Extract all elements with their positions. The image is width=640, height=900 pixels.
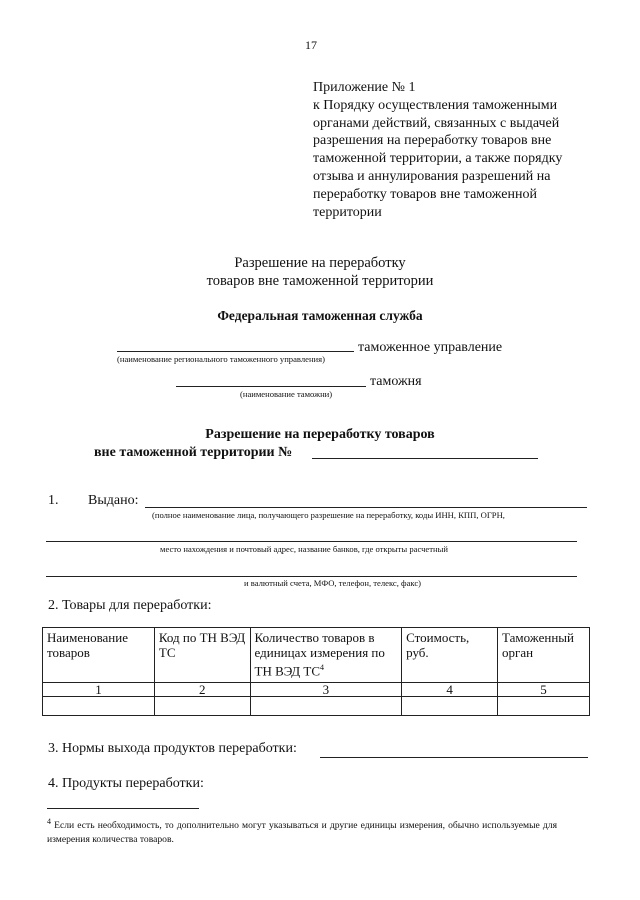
column-header-text: Таможенный орган [502, 630, 574, 660]
table-cell[interactable] [402, 697, 498, 716]
table-cell[interactable] [498, 697, 590, 716]
column-header-text: Наименование товаров [47, 630, 128, 660]
appendix-line: таможенной территории, а также порядку [313, 151, 563, 167]
regional-caption: (наименование регионального таможенного управления) [117, 354, 325, 364]
column-number: 3 [250, 683, 402, 697]
section1-label: Выдано: [88, 493, 139, 508]
table-header-row [43, 628, 590, 683]
appendix-block [313, 79, 613, 221]
issued-to-line[interactable] [46, 576, 577, 577]
document-title [0, 254, 640, 290]
appendix-heading: Приложение № 1 [313, 80, 416, 95]
footnote-text: Если есть необходимость, то дополнительно могут указываться и другие единицы измерения, обычно используемые для измерения количества товаров. [47, 820, 557, 846]
permit-number-line[interactable] [312, 458, 538, 459]
permit-title-line: вне таможенной территории № [94, 445, 293, 460]
column-header [43, 628, 155, 683]
section3-label: 3. Нормы выхода продуктов переработки: [48, 741, 297, 756]
issued-to-line[interactable] [46, 541, 577, 542]
section1-caption: место нахождения и почтовый адрес, название банков, где открыты расчетный [160, 544, 448, 554]
customs-label: таможня [370, 374, 422, 389]
permit-title-line: Разрешение на переработку товаров [205, 427, 435, 442]
column-header [154, 628, 250, 683]
table-cell[interactable] [250, 697, 402, 716]
appendix-line: переработку товаров вне таможенной [313, 186, 537, 202]
permit-title [0, 427, 640, 443]
column-header-text: Количество товаров в единицах измерения по ТН ВЭД ТС [254, 630, 385, 679]
footnote-ref: 4 [320, 663, 325, 672]
customs-field-line[interactable] [176, 386, 366, 387]
page-number: 17 [305, 38, 317, 52]
column-header-text: Код по ТН ВЭД ТС [158, 630, 246, 660]
goods-table [42, 627, 590, 716]
footnote [47, 815, 557, 847]
regional-field-line[interactable] [117, 351, 354, 352]
section2-label: 2. Товары для переработки: [48, 598, 212, 613]
section4-label: 4. Продукты переработки: [48, 776, 204, 791]
agency-name: Федеральная таможенная служба [217, 308, 423, 323]
footnote-mark: 4 [47, 817, 51, 826]
customs-caption: (наименование таможни) [240, 389, 333, 399]
section1-number: 1. [48, 493, 59, 508]
table-cell[interactable] [43, 697, 155, 716]
output-norms-line[interactable] [320, 757, 588, 758]
section1-caption: (полное наименование лица, получающего разрешение на переработку, коды ИНН, КПП, ОГРН, [152, 510, 505, 520]
table-row [43, 697, 590, 716]
section1-caption: и валютный счета, МФО, телефон, телекс, факс) [244, 578, 422, 588]
column-number: 1 [43, 683, 155, 697]
regional-label: таможенное управление [358, 340, 503, 355]
appendix-line: органами действий, связанных с выдачей [313, 115, 560, 131]
issued-to-line[interactable] [145, 507, 587, 508]
appendix-line: отзыва и аннулирования разрешений на [313, 168, 551, 184]
column-header [498, 628, 590, 683]
table-cell[interactable] [154, 697, 250, 716]
column-header-text: Стоимость, руб. [406, 630, 470, 660]
table-number-row [43, 683, 590, 697]
column-number: 4 [402, 683, 498, 697]
appendix-line: к Порядку осуществления таможенными [313, 97, 558, 113]
document-title-line: Разрешение на переработку [234, 255, 406, 271]
footnote-separator [47, 808, 199, 809]
appendix-line: территории [313, 204, 382, 220]
column-number: 5 [498, 683, 590, 697]
document-title-line: товаров вне таможенной территории [206, 273, 434, 289]
appendix-line: разрешения на переработку товаров вне [313, 133, 552, 149]
column-header [402, 628, 498, 683]
column-number: 2 [154, 683, 250, 697]
column-header [250, 628, 402, 683]
